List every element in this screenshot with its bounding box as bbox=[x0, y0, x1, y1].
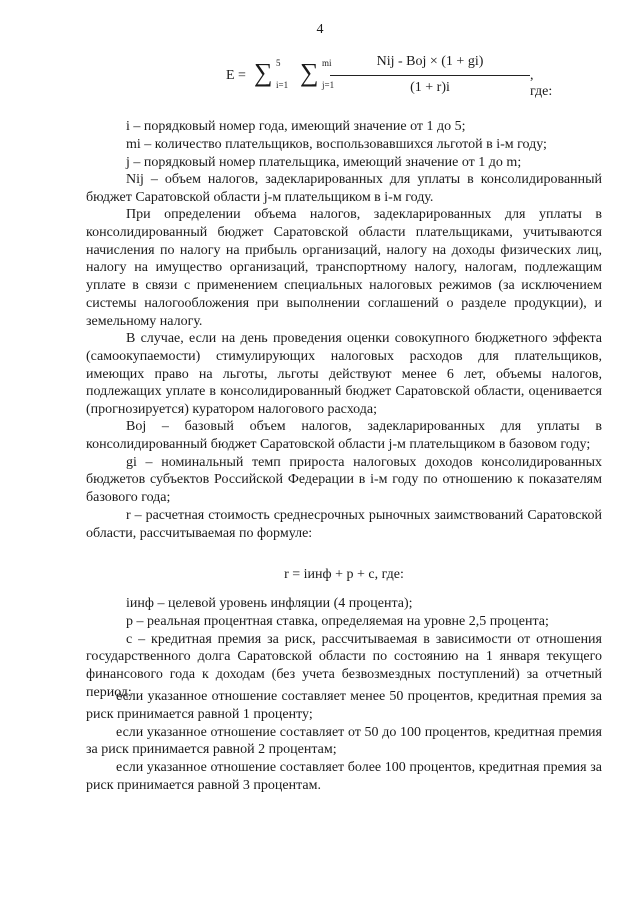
formula-e bbox=[226, 52, 553, 106]
sum-symbol-i: ∑ bbox=[254, 58, 273, 87]
condition-less-50: если указанное отношение составляет менее 50 процентов, кредитная премия за риск принимается равной 1 проценту; bbox=[86, 689, 602, 722]
paragraph-taxes bbox=[86, 206, 602, 331]
sum-symbol-j: ∑ bbox=[300, 58, 319, 87]
conditions-block bbox=[86, 688, 602, 795]
paragraph-benefits-text: В случае, если на день проведения оценки совокупного бюджетного эффекта (самоокупаемости) стимулирующих налоговых расходов для плательщиков, имеющих право на льготы, льготы действуют менее 6 лет, объемы налогов, подлежащих уплате в консолидированный бюджет Саратовской области, оценивается (прогнозируется) куратором налогового расхода; bbox=[86, 331, 602, 418]
sum-upper-j: mi bbox=[322, 58, 332, 68]
paragraph-benefits bbox=[86, 330, 602, 419]
formula-numerator: Nij - Boj × (1 + gi) bbox=[376, 54, 484, 69]
sum-lower-j: j=1 bbox=[322, 80, 335, 90]
fraction-bar bbox=[330, 75, 530, 76]
definition-j: j – порядковый номер плательщика, имеющий значение от 1 до m; bbox=[126, 154, 522, 170]
sum-upper-i: 5 bbox=[276, 58, 281, 68]
formula-r bbox=[86, 566, 602, 584]
formula-r-text: r = iинф + p + c, где: bbox=[284, 567, 404, 582]
formula-denominator: (1 + r)i bbox=[410, 80, 450, 95]
definitions-block-2 bbox=[86, 418, 602, 543]
definitions-block-3 bbox=[86, 595, 602, 702]
definition-g: gi – номинальный темп прироста налоговых доходов консолидированных бюджетов субъектов Российской Федерации в i-м году по отношению к показателям базового года; bbox=[86, 454, 602, 506]
definition-inflation: iинф – целевой уровень инфляции (4 процента); bbox=[126, 596, 413, 611]
sum-lower-i: i=1 bbox=[276, 80, 289, 90]
condition-50-100: если указанное отношение составляет от 50 до 100 процентов, кредитная премия за риск принимается равной 2 процентам; bbox=[86, 724, 602, 758]
formula-lhs: E = bbox=[226, 68, 246, 83]
definition-p: p – реальная процентная ставка, определяемая на уровне 2,5 процента; bbox=[126, 613, 549, 629]
definitions-block-1 bbox=[86, 118, 602, 207]
page-number: 4 bbox=[316, 22, 324, 37]
definition-m: mi – количество плательщиков, воспользовавшихся льготой в i-м году; bbox=[126, 136, 547, 152]
definition-n: Nij – объем налогов, задекларированных для уплаты в консолидированный бюджет Саратовской области j-м плательщиком в i-м году. bbox=[86, 172, 602, 206]
definition-b: Boj – базовый объем налогов, задекларированных для уплаты в консолидированный бюджет Саратовской области j-м плательщиком в базовом году; bbox=[86, 419, 602, 452]
formula-suffix: , где: bbox=[530, 68, 553, 99]
definition-r: r – расчетная стоимость среднесрочных рыночных заимствований Саратовской области, рассчитываемая по формуле: bbox=[86, 507, 602, 541]
paragraph-taxes-text: При определении объема налогов, задекларированных для уплаты в консолидированный бюджет Саратовской области плательщиками, учитываются начисления по налогу на прибыль организаций, налогу на доходы физических лиц, налогу на имущество организаций, транспортному налогу, налогам, подлежащим уплате в связи с применением специальных налоговых режимов (за исключением системы налогообложения при выполнении соглашений о разделе продукции), и земельному налогу. bbox=[86, 207, 602, 329]
condition-more-100: если указанное отношение составляет более 100 процентов, кредитная премия за риск принимается равной 3 процентам. bbox=[86, 760, 602, 793]
definition-c: c – кредитная премия за риск, рассчитываемая в зависимости от отношения государственного долга Саратовской области по состоянию на 1 января текущего финансового года к доходам (без учета безвозмездных поступлений) за отчетный период: bbox=[86, 631, 602, 700]
definition-i: i – порядковый номер года, имеющий значение от 1 до 5; bbox=[126, 119, 466, 134]
